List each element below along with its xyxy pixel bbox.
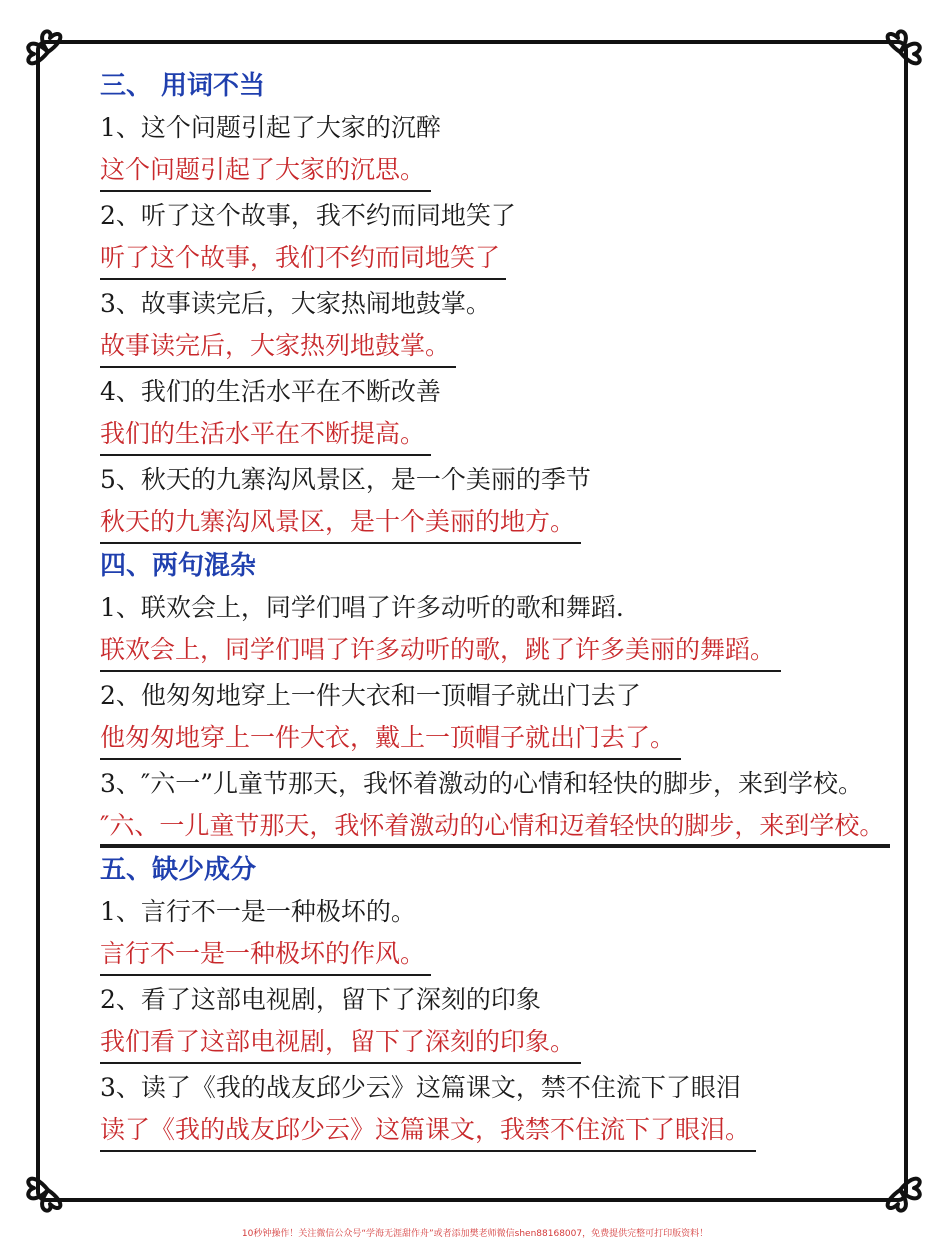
question-line: 3、故事读完后，大家热闹地鼓掌。	[100, 289, 491, 318]
answer-line: 秋天的九寨沟风景区，是十个美丽的地方。	[100, 501, 581, 544]
section-heading: 四、两句混杂	[100, 551, 257, 581]
answer-line: 听了这个故事，我们不约而同地笑了	[100, 237, 506, 280]
question-line: 1、联欢会上，同学们唱了许多动听的歌和舞蹈.	[100, 593, 624, 622]
section-heading: 三、 用词不当	[100, 71, 266, 101]
question-line: 4、我们的生活水平在不断改善	[100, 377, 441, 406]
footer-note: 10秒钟操作！关注微信公众号“学海无涯甜作舟”或者添加樊老师微信shen88168007，免费提供完整可打印版资料！	[241, 1229, 709, 1239]
corner-ornament-icon	[20, 1162, 76, 1218]
answer-line: ″六、一儿童节那天，我怀着激动的心情和迈着轻快的脚步，来到学校。	[100, 805, 890, 848]
answer-line: 读了《我的战友邱少云》这篇课文，我禁不住流下了眼泪。	[100, 1109, 756, 1152]
corner-ornament-icon	[20, 24, 76, 80]
answer-line: 他匆匆地穿上一件大衣，戴上一顶帽子就出门去了。	[100, 717, 681, 760]
question-line: 1、这个问题引起了大家的沉醉	[100, 113, 441, 142]
question-line: 3、读了《我的战友邱少云》这篇课文，禁不住流下了眼泪	[100, 1073, 741, 1102]
question-line: 5、秋天的九寨沟风景区，是一个美丽的季节	[100, 465, 591, 494]
question-line: 3、″六一”儿童节那天，我怀着激动的心情和轻快的脚步，来到学校。	[100, 769, 864, 798]
answer-line: 言行不一是一种极坏的作风。	[100, 933, 431, 976]
answer-line: 联欢会上，同学们唱了许多动听的歌，跳了许多美丽的舞蹈。	[100, 629, 781, 672]
question-line: 2、听了这个故事，我不约而同地笑了	[100, 201, 516, 230]
question-line: 2、他匆匆地穿上一件大衣和一顶帽子就出门去了	[100, 681, 641, 710]
answer-line: 我们的生活水平在不断提高。	[100, 413, 431, 456]
answer-line: 这个问题引起了大家的沉思。	[100, 149, 431, 192]
answer-line: 故事读完后，大家热列地鼓掌。	[100, 325, 456, 368]
worksheet-content	[100, 66, 900, 1154]
section-heading: 五、缺少成分	[100, 855, 257, 885]
question-line: 1、言行不一是一种极坏的。	[100, 897, 416, 926]
question-line: 2、看了这部电视剧，留下了深刻的印象	[100, 985, 541, 1014]
answer-line: 我们看了这部电视剧，留下了深刻的印象。	[100, 1021, 581, 1064]
corner-ornament-icon	[872, 1162, 928, 1218]
